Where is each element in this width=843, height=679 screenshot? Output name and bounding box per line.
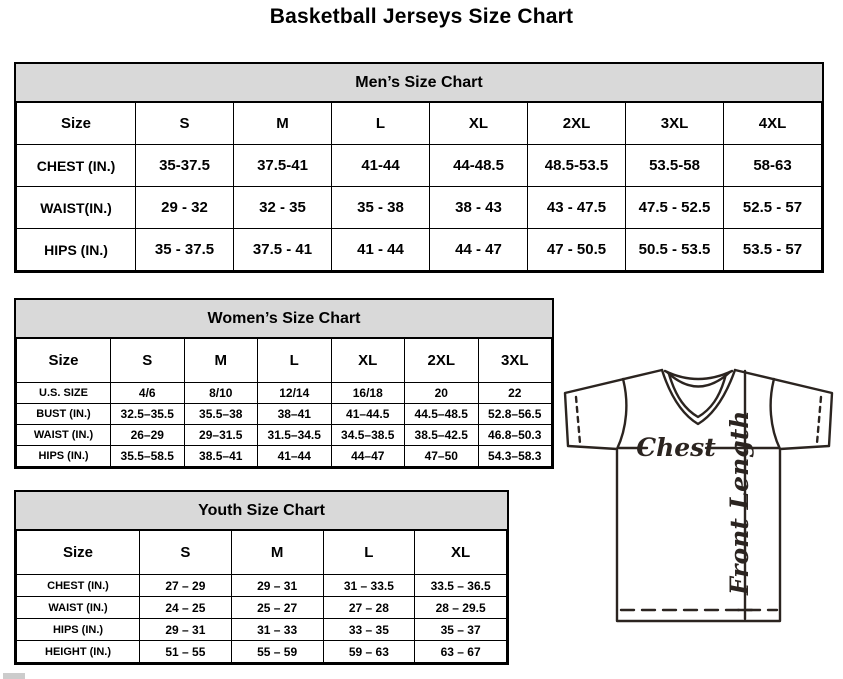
size-value: 20: [405, 383, 479, 404]
column-header-row: [17, 531, 507, 575]
page-title: Basketball Jerseys Size Chart: [269, 5, 574, 28]
mens-size-chart: [14, 62, 824, 273]
size-value: 27 – 28: [323, 597, 415, 619]
table-row: [17, 619, 507, 641]
size-value: 38 - 43: [430, 187, 528, 229]
size-value: 8/10: [184, 383, 258, 404]
column-header-2xl: 2XL: [405, 339, 479, 383]
size-value: 54.3–58.3: [478, 446, 552, 467]
table-row: [17, 229, 822, 271]
right-armhole-seam: [771, 379, 780, 449]
size-value: 58-63: [724, 145, 822, 187]
size-value: 24 – 25: [140, 597, 232, 619]
size-value: 27 – 29: [140, 575, 232, 597]
size-value: 35 - 37.5: [136, 229, 234, 271]
size-value: 35.5–58.5: [111, 446, 185, 467]
size-value: 4/6: [111, 383, 185, 404]
size-value: 22: [478, 383, 552, 404]
youth-chart-title: Youth Size Chart: [16, 492, 507, 530]
column-header-m: M: [234, 103, 332, 145]
table-row: [17, 641, 507, 663]
size-value: 31.5–34.5: [258, 425, 332, 446]
row-label: BUST (IN.): [17, 404, 111, 425]
size-value: 53.5 - 57: [724, 229, 822, 271]
column-header-row: [17, 339, 552, 383]
chest-label: Chest: [636, 433, 716, 462]
row-label: WAIST (IN.): [17, 425, 111, 446]
table-row: [17, 404, 552, 425]
size-value: 44–47: [331, 446, 405, 467]
table-row: [17, 446, 552, 467]
size-value: 33.5 – 36.5: [415, 575, 507, 597]
row-label: CHEST (IN.): [17, 575, 140, 597]
mens-table: [16, 102, 822, 271]
row-label: CHEST (IN.): [17, 145, 136, 187]
size-value: 35.5–38: [184, 404, 258, 425]
column-header-l: L: [332, 103, 430, 145]
size-value: 46.8–50.3: [478, 425, 552, 446]
size-value: 38.5–42.5: [405, 425, 479, 446]
size-column-header: Size: [17, 531, 140, 575]
column-header-m: M: [184, 339, 258, 383]
size-value: 47–50: [405, 446, 479, 467]
right-cuff-dashed-line: [817, 397, 821, 443]
column-header-l: L: [258, 339, 332, 383]
size-value: 29 – 31: [140, 619, 232, 641]
size-value: 33 – 35: [323, 619, 415, 641]
size-column-header: Size: [17, 339, 111, 383]
size-value: 34.5–38.5: [331, 425, 405, 446]
size-value: 51 – 55: [140, 641, 232, 663]
size-value: 63 – 67: [415, 641, 507, 663]
table-row: [17, 425, 552, 446]
size-value: 35 - 38: [332, 187, 430, 229]
size-value: 50.5 - 53.5: [626, 229, 724, 271]
size-value: 31 – 33.5: [323, 575, 415, 597]
womens-chart-title: Women’s Size Chart: [16, 300, 552, 338]
mens-chart-title: Men’s Size Chart: [16, 64, 822, 102]
column-header-xl: XL: [430, 103, 528, 145]
corner-artifact: [3, 673, 25, 679]
youth-table: [16, 530, 507, 663]
column-header-s: S: [140, 531, 232, 575]
size-value: 37.5 - 41: [234, 229, 332, 271]
size-value: 48.5-53.5: [528, 145, 626, 187]
column-header-3xl: 3XL: [478, 339, 552, 383]
size-value: 37.5-41: [234, 145, 332, 187]
size-value: 44-48.5: [430, 145, 528, 187]
size-value: 55 – 59: [231, 641, 323, 663]
table-row: [17, 383, 552, 404]
column-header-3xl: 3XL: [626, 103, 724, 145]
size-value: 59 – 63: [323, 641, 415, 663]
size-value: 38–41: [258, 404, 332, 425]
column-header-l: L: [323, 531, 415, 575]
column-header-s: S: [136, 103, 234, 145]
left-cuff-dashed-line: [576, 397, 580, 443]
size-value: 52.8–56.5: [478, 404, 552, 425]
column-header-xl: XL: [415, 531, 507, 575]
table-row: [17, 597, 507, 619]
size-value: 25 – 27: [231, 597, 323, 619]
size-value: 28 – 29.5: [415, 597, 507, 619]
size-value: 41–44: [258, 446, 332, 467]
column-header-xl: XL: [331, 339, 405, 383]
size-value: 32.5–35.5: [111, 404, 185, 425]
size-value: 53.5-58: [626, 145, 724, 187]
left-armhole-seam: [617, 379, 626, 449]
table-row: [17, 187, 822, 229]
row-label: WAIST(IN.): [17, 187, 136, 229]
size-value: 38.5–41: [184, 446, 258, 467]
column-header-row: [17, 103, 822, 145]
column-header-4xl: 4XL: [724, 103, 822, 145]
row-label: HIPS (IN.): [17, 619, 140, 641]
jersey-outline-shape: [565, 370, 832, 621]
size-value: 31 – 33: [231, 619, 323, 641]
front-length-label: Front Length: [725, 410, 754, 595]
size-value: 29 – 31: [231, 575, 323, 597]
size-value: 47 - 50.5: [528, 229, 626, 271]
size-value: 44.5–48.5: [405, 404, 479, 425]
row-label: U.S. SIZE: [17, 383, 111, 404]
column-header-s: S: [111, 339, 185, 383]
size-value: 16/18: [331, 383, 405, 404]
size-column-header: Size: [17, 103, 136, 145]
youth-size-chart: [14, 490, 509, 665]
womens-size-chart: [14, 298, 554, 469]
size-value: 32 - 35: [234, 187, 332, 229]
size-value: 52.5 - 57: [724, 187, 822, 229]
size-value: 26–29: [111, 425, 185, 446]
table-row: [17, 145, 822, 187]
size-value: 12/14: [258, 383, 332, 404]
size-value: 47.5 - 52.5: [626, 187, 724, 229]
size-value: 29–31.5: [184, 425, 258, 446]
size-value: 44 - 47: [430, 229, 528, 271]
column-header-2xl: 2XL: [528, 103, 626, 145]
size-value: 43 - 47.5: [528, 187, 626, 229]
size-value: 41 - 44: [332, 229, 430, 271]
jersey-measurement-diagram: [555, 360, 843, 630]
row-label: HIPS (IN.): [17, 446, 111, 467]
row-label: WAIST (IN.): [17, 597, 140, 619]
column-header-m: M: [231, 531, 323, 575]
size-value: 41-44: [332, 145, 430, 187]
womens-table: [16, 338, 552, 467]
size-value: 35 – 37: [415, 619, 507, 641]
table-row: [17, 575, 507, 597]
size-value: 41–44.5: [331, 404, 405, 425]
size-value: 35-37.5: [136, 145, 234, 187]
size-value: 29 - 32: [136, 187, 234, 229]
row-label: HEIGHT (IN.): [17, 641, 140, 663]
row-label: HIPS (IN.): [17, 229, 136, 271]
